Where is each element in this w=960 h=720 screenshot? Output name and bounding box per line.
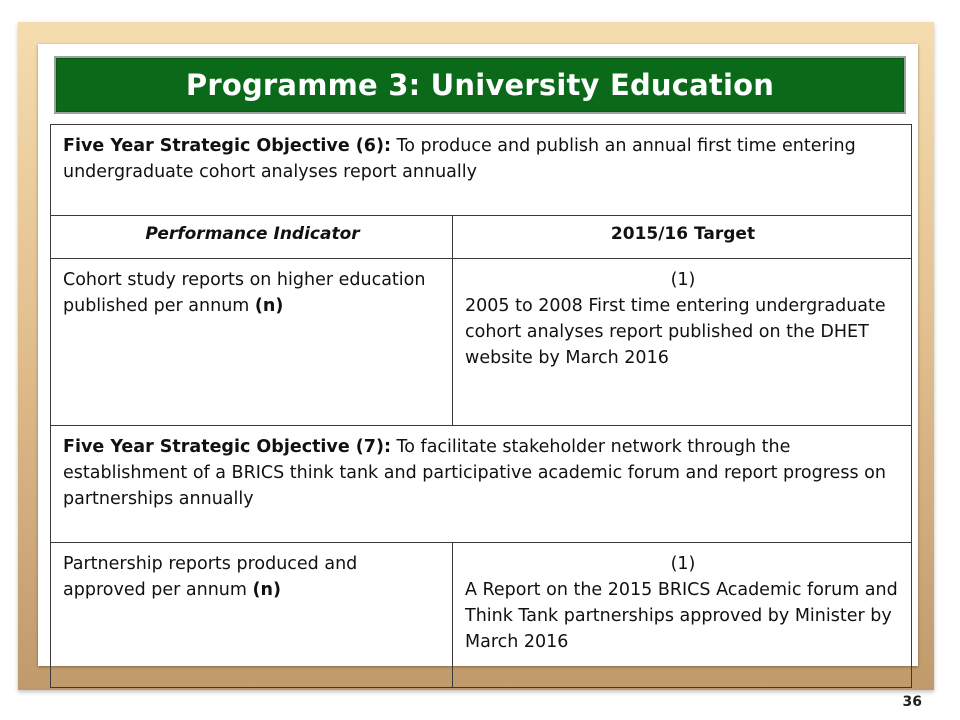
- indicator-cell: [51, 259, 453, 426]
- target-text: 2005 to 2008 First time entering undergraduate cohort analyses report published on the DHET website by March 2016: [465, 296, 886, 368]
- target-cell: [453, 259, 912, 426]
- target-text: A Report on the 2015 BRICS Academic forum and Think Tank partnerships approved by Minister by March 2016: [465, 580, 898, 652]
- target-count: (1): [670, 270, 696, 290]
- title-banner: [54, 56, 906, 114]
- objective-row: [51, 125, 912, 216]
- table-row: [51, 259, 912, 426]
- indicator-unit: (n): [252, 580, 281, 600]
- slide-title: Programme 3: University Education: [185, 68, 775, 102]
- objective-7-cell: [51, 426, 912, 543]
- objective-7-label: Five Year Strategic Objective (7):: [63, 437, 391, 457]
- page-number: 36: [902, 694, 922, 710]
- objective-row: [51, 426, 912, 543]
- indicator-unit: (n): [254, 296, 284, 316]
- objective-6-text: To produce and publish an annual first time entering undergraduate cohort analyses report annually: [63, 136, 856, 182]
- objective-7-text: To facilitate stakeholder network through the establishment of a BRICS think tank and participative academic forum and report progress on partnerships annually: [63, 437, 886, 509]
- objective-6-cell: [51, 125, 912, 216]
- indicator-text: Cohort study reports on higher education published per annum: [63, 270, 426, 316]
- header-target: 2015/16 Target: [453, 216, 912, 259]
- header-performance-indicator: Performance Indicator: [51, 216, 453, 259]
- performance-table: [50, 124, 912, 688]
- target-count: (1): [670, 554, 696, 574]
- indicator-text: Partnership reports produced and approved per annum: [63, 554, 358, 600]
- table-header-row: [51, 216, 912, 259]
- objective-6-label: Five Year Strategic Objective (6):: [63, 136, 391, 156]
- table-row: [51, 543, 912, 688]
- indicator-cell: [51, 543, 453, 688]
- target-cell: [453, 543, 912, 688]
